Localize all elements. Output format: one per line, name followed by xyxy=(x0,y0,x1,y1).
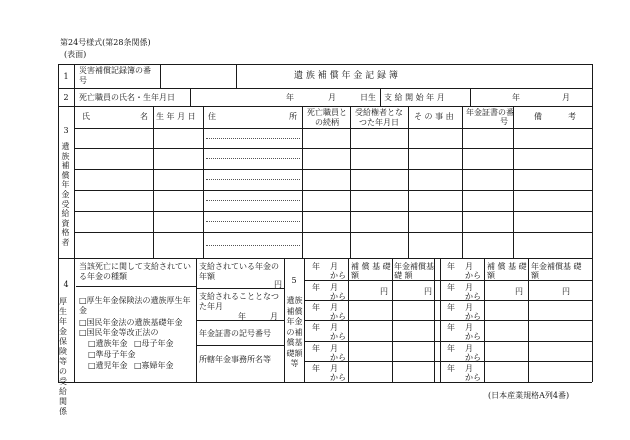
survivor-eligible-vertical-label: 遺族補償年金受給資格者 xyxy=(61,142,70,247)
col-cert-number-2: 号 xyxy=(500,117,508,126)
birth-month-unit: 月 xyxy=(328,93,336,102)
col-cert-number-1: 年金証書の番 xyxy=(466,108,514,117)
option-employee-pension: □厚生年金保険法の遺族厚生年金 xyxy=(79,296,191,315)
option-quasi-mother-child-pension: □準母子年金 xyxy=(88,350,136,359)
col-reason: そ の 事 由 xyxy=(414,112,454,121)
col-address-1: 住 xyxy=(208,112,216,121)
pension-basis-yen-right: 円 xyxy=(562,287,570,296)
option-survivor-pension: □遺族年金 xyxy=(88,339,128,348)
option-national-pension: □国民年金法の遺族基礎年金 xyxy=(79,318,183,327)
row1-number: 1 xyxy=(63,72,69,81)
option-orphan-pension: □遺児年金 xyxy=(88,361,128,370)
col-surname: 氏 xyxy=(82,112,90,121)
row2-number: 2 xyxy=(63,93,69,102)
annual-amount-yen: 円 xyxy=(274,280,282,289)
birth-day-unit: 日生 xyxy=(360,93,376,102)
form-title: 遺 族 補 償 年 金 記 録 簿 xyxy=(294,71,398,81)
compensation-basis-vertical-label: 遺族補償年金の補償基礎額等 xyxy=(286,296,303,368)
col-birthdate: 生 年 月 日 xyxy=(156,112,196,121)
start-year-unit: 年 xyxy=(238,312,246,321)
row3-number: 3 xyxy=(63,126,69,135)
payment-start-label: 支 給 開 始 年 月 xyxy=(384,93,445,102)
pension-office-label: 所轄年金事務所名等 xyxy=(199,355,271,364)
basis-yen-left: 円 xyxy=(380,287,388,296)
payment-start-month-unit: 月 xyxy=(562,93,570,102)
pension-relation-vertical-label: 厚生年金保険等の受給関係 xyxy=(59,297,67,416)
option-widow-pension: □寡婦年金 xyxy=(134,361,174,370)
col-relationship: 死亡職員との続柄 xyxy=(307,108,347,127)
row5-number: 5 xyxy=(291,276,297,285)
basis-yen-right: 円 xyxy=(515,287,523,296)
side-label: (表面) xyxy=(64,50,87,59)
birth-year-unit: 年 xyxy=(286,93,294,102)
row4-number: 4 xyxy=(63,280,69,289)
paper-size-spec: (日本産業規格A列4番) xyxy=(488,391,570,400)
start-month-unit: 月 xyxy=(270,312,278,321)
pension-type-heading: 当該死亡に関して支給されている年金の種類 xyxy=(79,262,191,281)
form-number: 第24号様式(第28条関係) xyxy=(60,38,151,47)
start-month-label: 支給されることとなつた年月 xyxy=(199,292,279,311)
col-entitled-date: 受給権者となつた年月日 xyxy=(355,108,403,127)
annual-amount-label: 支給されている年金の年額 xyxy=(199,262,279,281)
pension-basis-yen-left: 円 xyxy=(424,287,432,296)
deceased-name-birthdate-label: 死亡職員の氏名・生年月日 xyxy=(79,93,175,102)
disaster-record-number-label: 災害補償記録簿の番号 xyxy=(79,66,151,85)
col-given-name: 名 xyxy=(140,112,148,121)
payment-start-year-unit: 年 xyxy=(512,93,520,102)
col-remarks-2: 考 xyxy=(568,112,576,121)
col-remarks-1: 備 xyxy=(534,112,542,121)
option-mother-child-pension: □母子年金 xyxy=(134,339,174,348)
option-revision-act: □国民年金等改正法の xyxy=(79,328,159,337)
cert-symbol-number-label: 年金証書の記号番号 xyxy=(199,329,271,338)
col-address-2: 所 xyxy=(289,112,297,121)
